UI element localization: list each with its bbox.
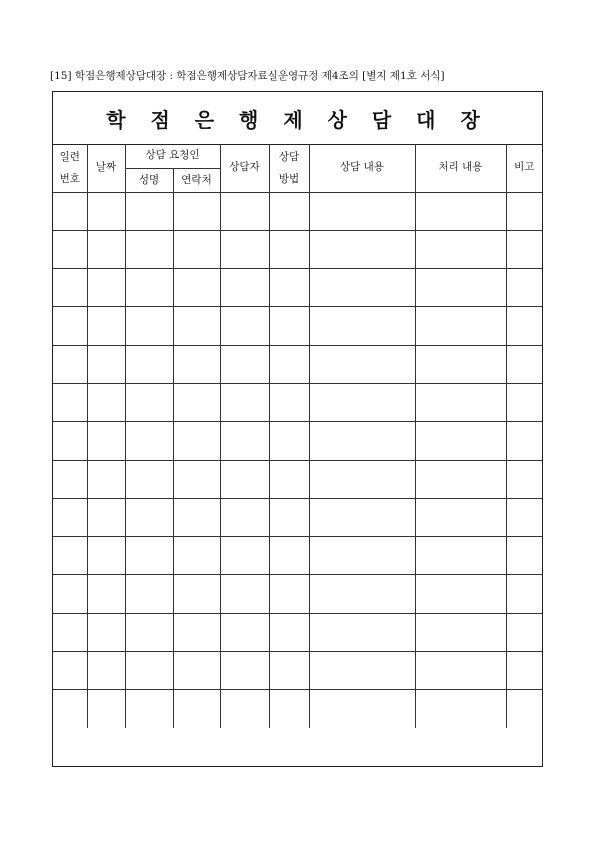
table-cell[interactable]: [53, 652, 87, 690]
table-row: [53, 652, 542, 690]
table-cell[interactable]: [125, 230, 173, 268]
table-cell[interactable]: [125, 269, 173, 307]
table-cell[interactable]: [220, 690, 269, 728]
table-cell[interactable]: [309, 230, 415, 268]
table-cell[interactable]: [309, 307, 415, 345]
table-cell[interactable]: [220, 537, 269, 575]
table-row: [53, 460, 542, 498]
table-row: [53, 269, 542, 307]
table-cell[interactable]: [53, 690, 87, 728]
table-cell[interactable]: [220, 613, 269, 651]
table-cell[interactable]: [415, 269, 506, 307]
table-cell[interactable]: [87, 690, 125, 728]
table-cell[interactable]: [506, 652, 542, 690]
table-row: [53, 383, 542, 421]
table-cell[interactable]: [87, 269, 125, 307]
table-cell[interactable]: [506, 230, 542, 268]
table-cell[interactable]: [87, 537, 125, 575]
table-cell[interactable]: [415, 613, 506, 651]
table-cell[interactable]: [415, 422, 506, 460]
form-caption: [15] 학점은행제상담대장 : 학점은행제상담자료실운영규정 제4조의 [별지 제1호 서식]: [50, 70, 445, 82]
table-cell[interactable]: [269, 230, 309, 268]
table-row: [53, 575, 542, 613]
table-row: [53, 422, 542, 460]
table-cell[interactable]: [415, 383, 506, 421]
table-cell[interactable]: [125, 383, 173, 421]
table-cell[interactable]: [53, 383, 87, 421]
table-cell[interactable]: [87, 652, 125, 690]
table-row: [53, 537, 542, 575]
header-date: 날짜: [87, 144, 125, 192]
table-cell[interactable]: [415, 230, 506, 268]
table-row: [53, 613, 542, 651]
table-cell[interactable]: [309, 690, 415, 728]
table-cell[interactable]: [269, 192, 309, 230]
table-cell[interactable]: [173, 498, 220, 536]
table-cell[interactable]: [173, 230, 220, 268]
table-cell[interactable]: [173, 613, 220, 651]
table-cell[interactable]: [125, 613, 173, 651]
table-cell[interactable]: [87, 345, 125, 383]
table-cell[interactable]: [269, 498, 309, 536]
table-cell[interactable]: [173, 422, 220, 460]
table-cell[interactable]: [53, 537, 87, 575]
table-cell[interactable]: [53, 345, 87, 383]
table-cell[interactable]: [415, 537, 506, 575]
table-cell[interactable]: [53, 460, 87, 498]
table-cell[interactable]: [173, 307, 220, 345]
table-cell[interactable]: [506, 269, 542, 307]
table-cell[interactable]: [506, 345, 542, 383]
table-cell[interactable]: [269, 345, 309, 383]
table-cell[interactable]: [506, 498, 542, 536]
table-cell[interactable]: [506, 460, 542, 498]
table-cell[interactable]: [87, 613, 125, 651]
header-contact: 연락처: [173, 168, 220, 192]
table-cell[interactable]: [506, 613, 542, 651]
table-cell[interactable]: [220, 307, 269, 345]
table-cell[interactable]: [220, 345, 269, 383]
table-cell[interactable]: [309, 192, 415, 230]
table-cell[interactable]: [309, 498, 415, 536]
table-cell[interactable]: [220, 460, 269, 498]
table-cell[interactable]: [309, 613, 415, 651]
table-cell[interactable]: [87, 422, 125, 460]
header-handling: 처리 내용: [415, 144, 506, 192]
table-cell[interactable]: [309, 345, 415, 383]
table-cell[interactable]: [309, 269, 415, 307]
ledger-table: [53, 144, 542, 728]
table-row: [53, 498, 542, 536]
table-cell[interactable]: [309, 383, 415, 421]
ledger-body: [53, 192, 542, 728]
table-cell[interactable]: [125, 690, 173, 728]
table-cell[interactable]: [506, 690, 542, 728]
table-cell[interactable]: [173, 345, 220, 383]
table-cell[interactable]: [269, 269, 309, 307]
ledger-form: [52, 91, 543, 767]
table-cell[interactable]: [220, 269, 269, 307]
table-cell[interactable]: [220, 383, 269, 421]
table-cell[interactable]: [220, 575, 269, 613]
table-cell[interactable]: [53, 422, 87, 460]
page-title: 학 점 은 행 제 상 담 대 장: [106, 107, 489, 132]
table-row: [53, 690, 542, 728]
table-cell[interactable]: [53, 269, 87, 307]
table-cell[interactable]: [415, 498, 506, 536]
table-cell[interactable]: [220, 192, 269, 230]
table-cell[interactable]: [173, 575, 220, 613]
table-cell[interactable]: [309, 537, 415, 575]
table-cell[interactable]: [269, 307, 309, 345]
table-cell[interactable]: [173, 192, 220, 230]
header-requester: 상담 요청인: [125, 144, 220, 168]
table-cell[interactable]: [415, 345, 506, 383]
table-cell[interactable]: [125, 345, 173, 383]
table-cell[interactable]: [269, 460, 309, 498]
table-cell[interactable]: [506, 383, 542, 421]
table-cell[interactable]: [87, 307, 125, 345]
table-cell[interactable]: [415, 690, 506, 728]
table-cell[interactable]: [220, 652, 269, 690]
table-cell[interactable]: [173, 537, 220, 575]
table-row: [53, 192, 542, 230]
table-cell[interactable]: [53, 575, 87, 613]
table-cell[interactable]: [173, 269, 220, 307]
table-cell[interactable]: [415, 192, 506, 230]
table-cell[interactable]: [87, 498, 125, 536]
table-cell[interactable]: [53, 307, 87, 345]
table-cell[interactable]: [173, 652, 220, 690]
table-cell[interactable]: [87, 230, 125, 268]
table-cell[interactable]: [269, 537, 309, 575]
table-row: [53, 230, 542, 268]
table-cell[interactable]: [125, 652, 173, 690]
table-row: [53, 307, 542, 345]
header-method: 상담 방법: [269, 144, 309, 192]
header-remarks: 비고: [506, 144, 542, 192]
header-name: 성명: [125, 168, 173, 192]
header-serial: 일련 번호: [53, 144, 87, 192]
table-cell[interactable]: [506, 422, 542, 460]
table-cell[interactable]: [415, 652, 506, 690]
table-cell[interactable]: [125, 460, 173, 498]
table-cell[interactable]: [125, 192, 173, 230]
table-cell[interactable]: [53, 498, 87, 536]
table-cell[interactable]: [506, 192, 542, 230]
table-cell[interactable]: [269, 690, 309, 728]
table-cell[interactable]: [506, 537, 542, 575]
table-cell[interactable]: [173, 460, 220, 498]
table-cell[interactable]: [53, 192, 87, 230]
table-cell[interactable]: [173, 383, 220, 421]
table-cell[interactable]: [173, 690, 220, 728]
table-cell[interactable]: [415, 575, 506, 613]
table-cell[interactable]: [125, 575, 173, 613]
table-cell[interactable]: [220, 230, 269, 268]
table-cell[interactable]: [87, 192, 125, 230]
table-cell[interactable]: [309, 422, 415, 460]
table-cell[interactable]: [220, 422, 269, 460]
table-cell[interactable]: [309, 575, 415, 613]
table-cell[interactable]: [125, 498, 173, 536]
table-cell[interactable]: [125, 537, 173, 575]
table-cell[interactable]: [220, 498, 269, 536]
table-cell[interactable]: [415, 460, 506, 498]
table-cell[interactable]: [53, 613, 87, 651]
table-cell[interactable]: [309, 460, 415, 498]
table-cell[interactable]: [87, 575, 125, 613]
table-cell[interactable]: [269, 652, 309, 690]
table-cell[interactable]: [125, 422, 173, 460]
table-cell[interactable]: [87, 383, 125, 421]
table-cell[interactable]: [53, 230, 87, 268]
table-cell[interactable]: [269, 422, 309, 460]
table-cell[interactable]: [269, 383, 309, 421]
table-cell[interactable]: [125, 307, 173, 345]
header-content: 상담 내용: [309, 144, 415, 192]
table-cell[interactable]: [415, 307, 506, 345]
table-cell[interactable]: [269, 613, 309, 651]
table-cell[interactable]: [87, 460, 125, 498]
header-counselor: 상담자: [220, 144, 269, 192]
table-cell[interactable]: [269, 575, 309, 613]
title-row: [53, 92, 542, 145]
table-cell[interactable]: [506, 307, 542, 345]
table-row: [53, 345, 542, 383]
table-cell[interactable]: [309, 652, 415, 690]
table-cell[interactable]: [506, 575, 542, 613]
